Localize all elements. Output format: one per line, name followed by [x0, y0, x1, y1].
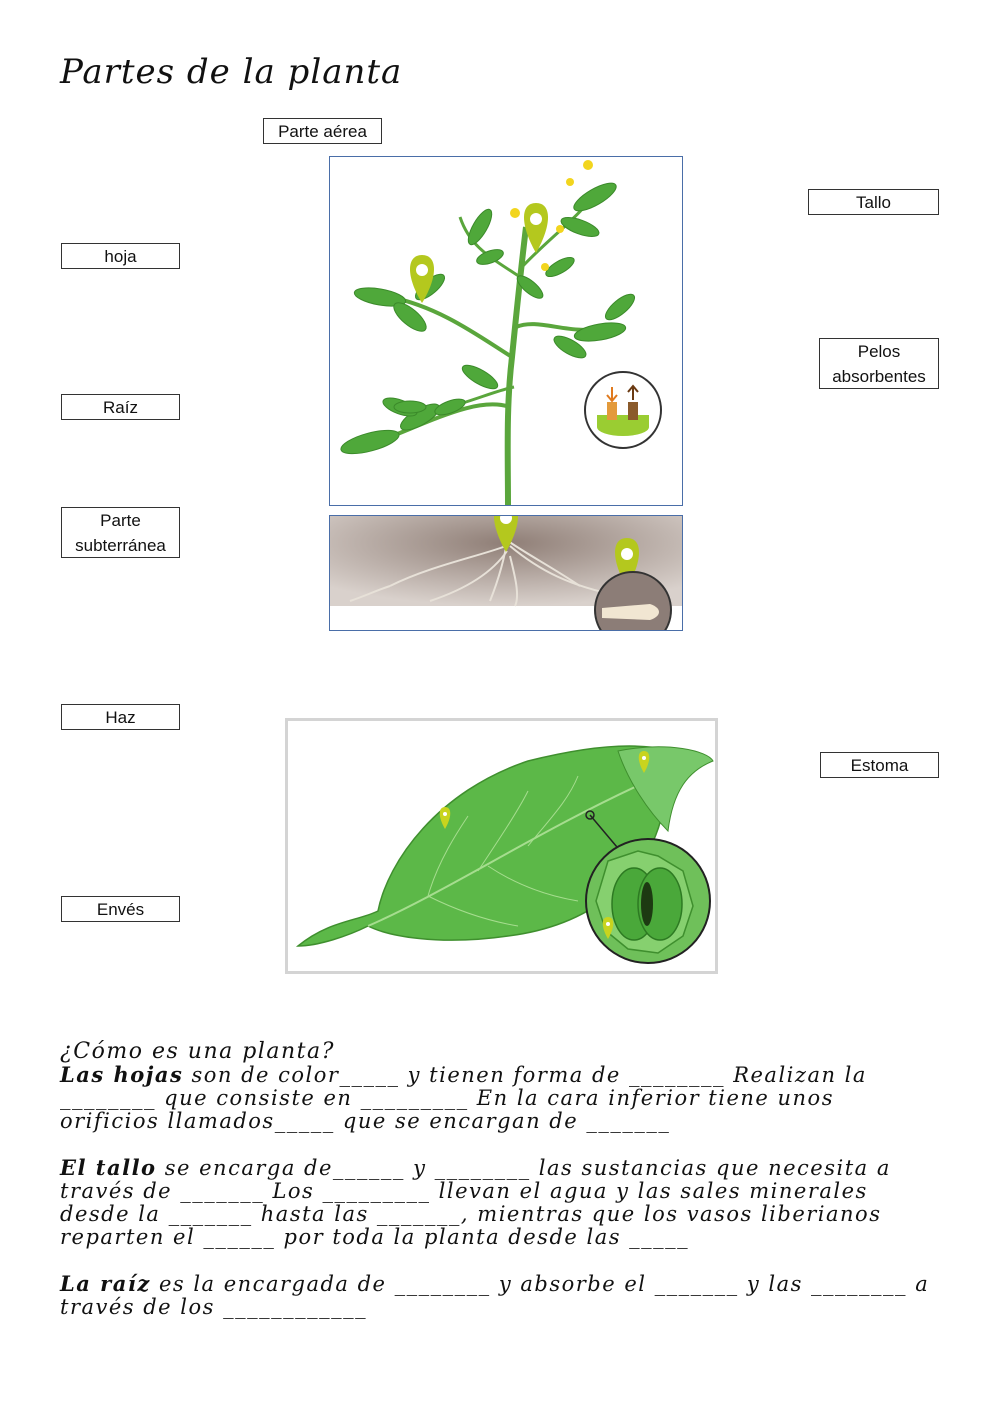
- plant-root-illustration: [330, 516, 682, 630]
- leaf-illustration: [288, 721, 715, 971]
- nutrient-flow-icon: [585, 372, 661, 448]
- label-estoma[interactable]: Estoma: [820, 752, 939, 778]
- worksheet-question: ¿Cómo es una planta?: [60, 1039, 335, 1064]
- label-enves[interactable]: Envés: [61, 896, 180, 922]
- label-raiz[interactable]: Raíz: [61, 394, 180, 420]
- stoma-zoom-icon: [586, 839, 710, 963]
- label-parte-subterranea[interactable]: Parte subterránea: [61, 507, 180, 558]
- label-parte-aerea[interactable]: Parte aérea: [263, 118, 382, 144]
- plant-root-frame: [329, 515, 683, 631]
- worksheet-paragraph-hojas: Las hojas son de color_____ y tienen forma de ________ Realizan la ________ que consiste en _________ En la cara inferior tiene unos orificios llamados_____ que se encargan de _______: [60, 1062, 867, 1133]
- page-title: Partes de la planta: [60, 52, 403, 92]
- label-pelos-absorbentes[interactable]: Pelos absorbentes: [819, 338, 939, 389]
- leaf-illustration-frame: [285, 718, 718, 974]
- plant-aerial-frame: [329, 156, 683, 506]
- worksheet-paragraph-raiz: La raíz es la encargada de ________ y absorbe el _______ y las ________ a través de los ____________: [60, 1271, 930, 1319]
- label-haz[interactable]: Haz: [61, 704, 180, 730]
- label-hoja[interactable]: hoja: [61, 243, 180, 269]
- worksheet-paragraph-tallo: El tallo se encarga de______ y ________ las sustancias que necesita a través de _______ Los _________ llevan el agua y las sales minerales desde la _______ hasta las _______, mientras que los vasos liberianos reparten el ______ por toda la planta desde las _____: [60, 1155, 891, 1249]
- worksheet-text: [60, 1040, 940, 1342]
- plant-aerial-illustration: [330, 157, 682, 505]
- label-tallo[interactable]: Tallo: [808, 189, 939, 215]
